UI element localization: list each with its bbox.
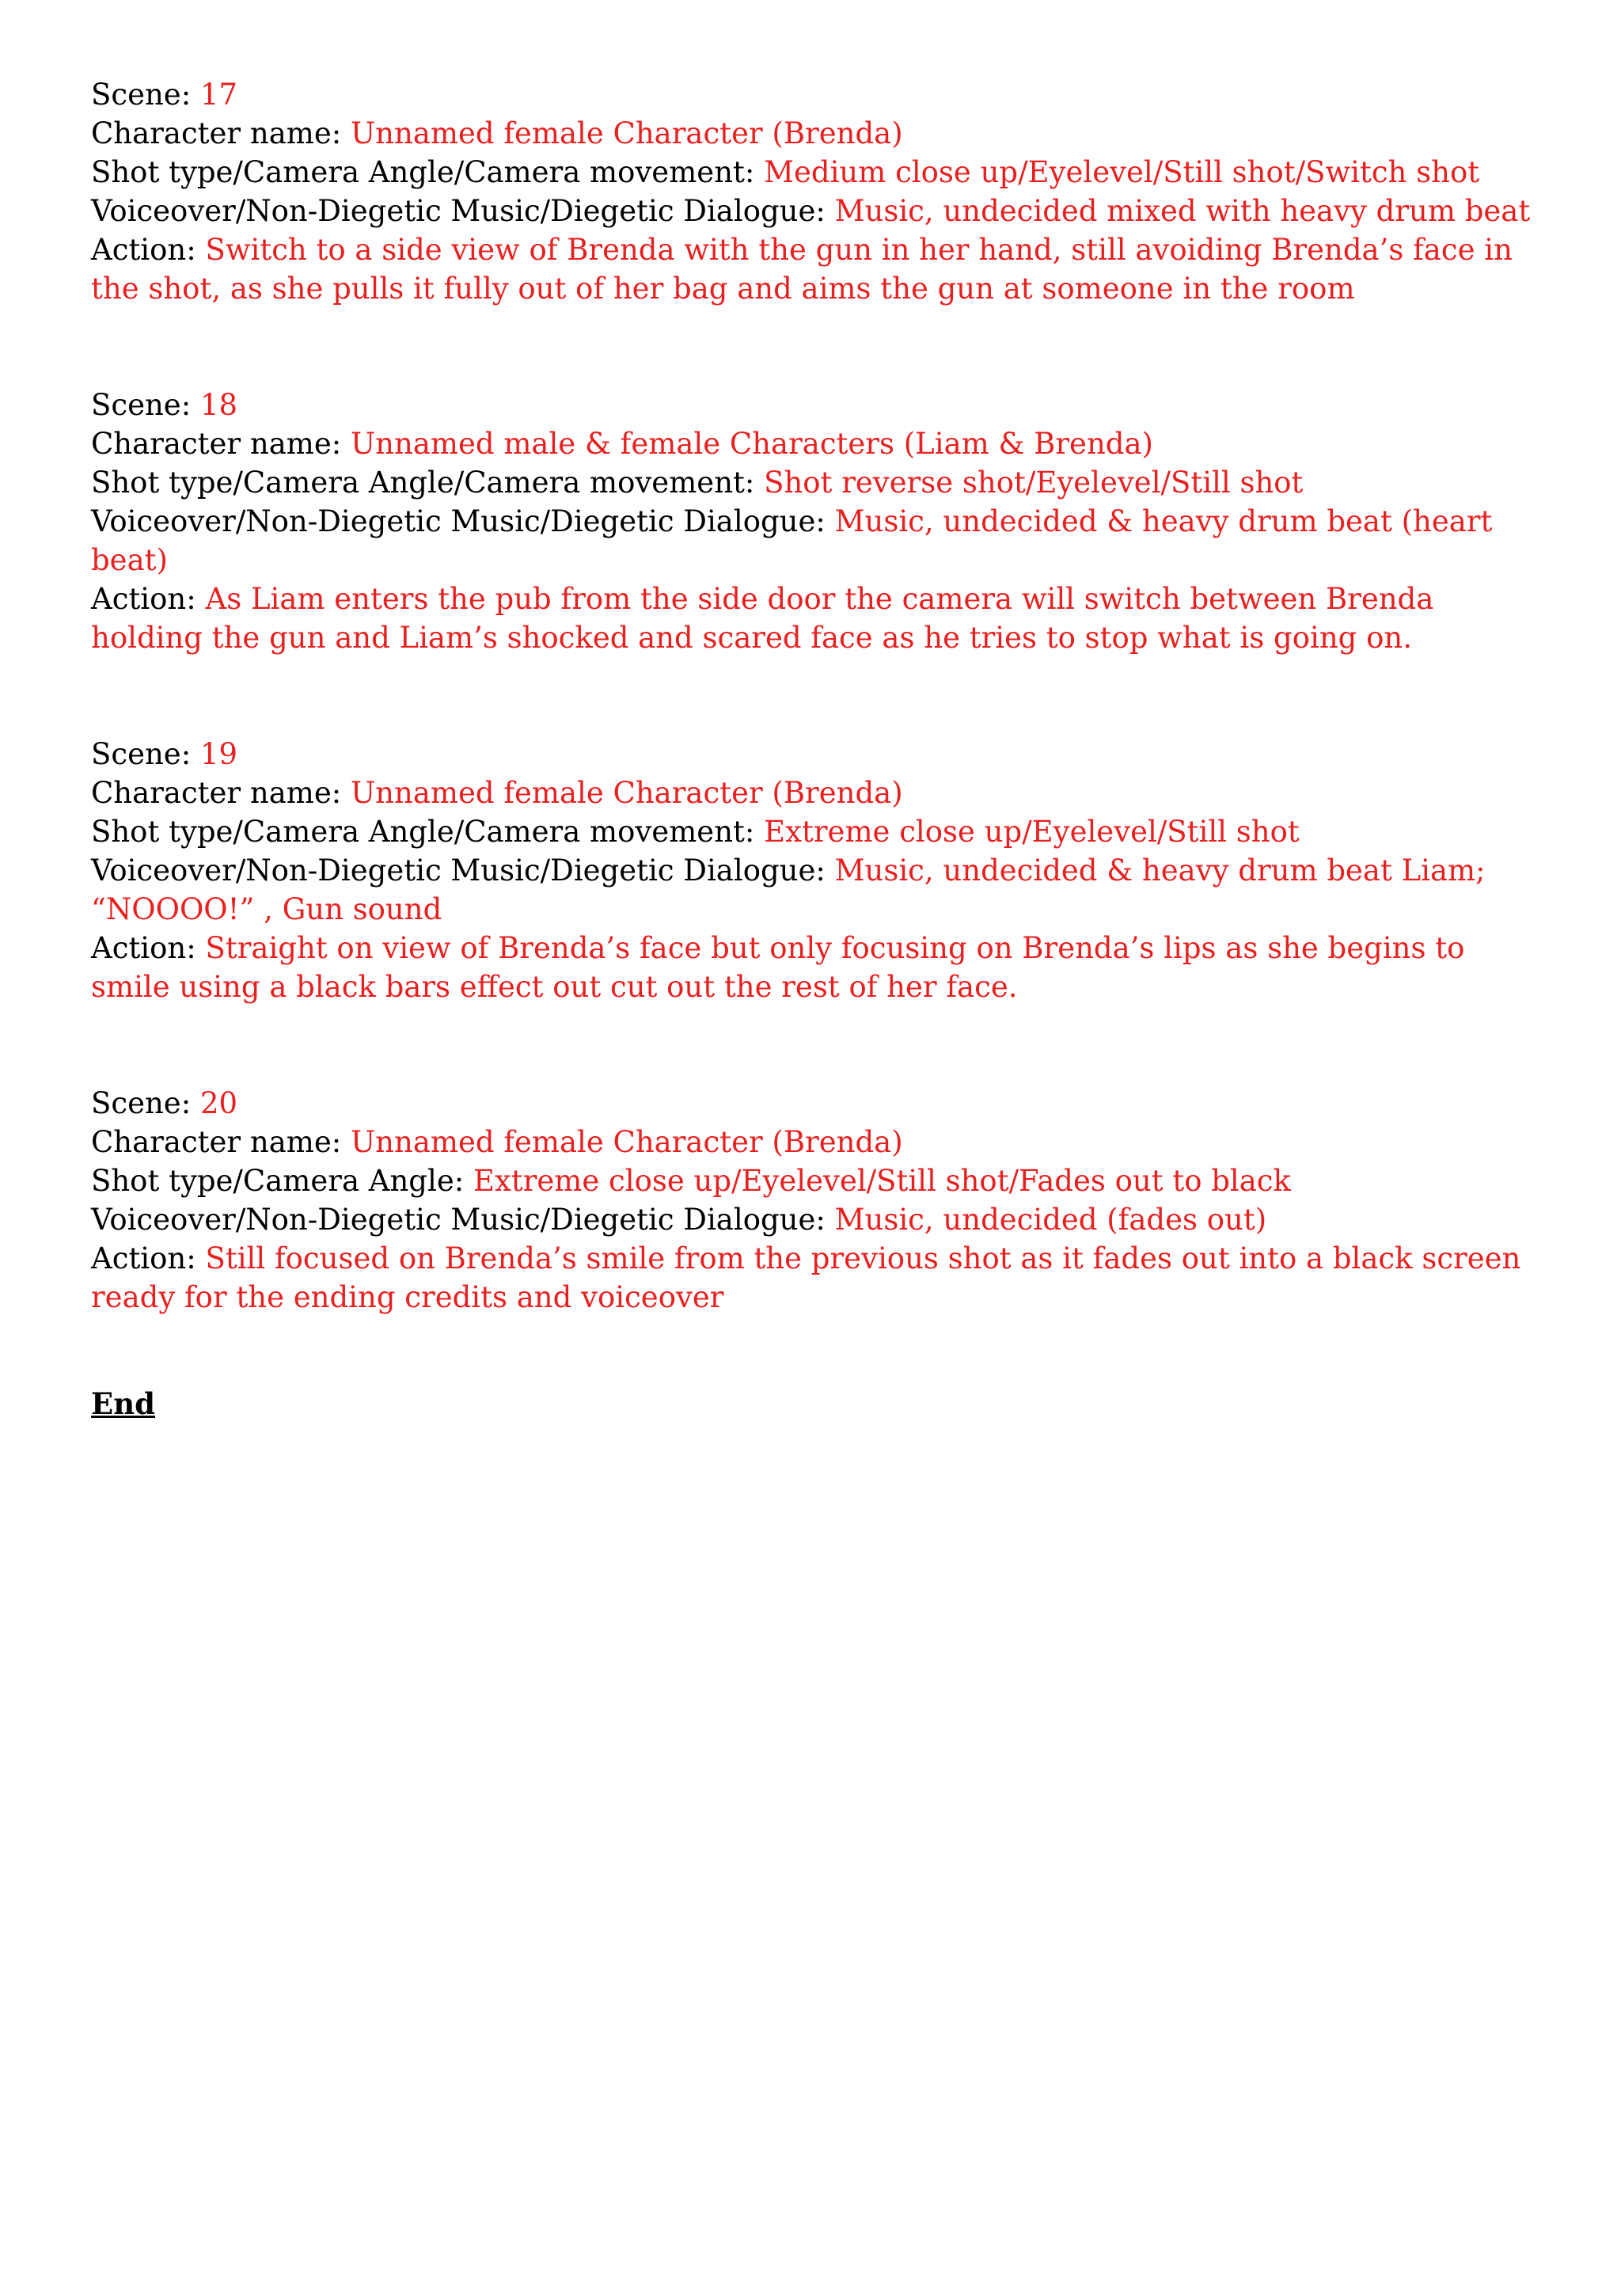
shot-value: Extreme close up/Eyelevel/Still shot	[764, 815, 1300, 849]
character-label: Character name:	[91, 427, 342, 461]
end-heading: End	[91, 1386, 155, 1421]
shot-line	[91, 812, 1539, 851]
scene-label: Scene:	[91, 737, 192, 771]
shot-line	[91, 153, 1539, 192]
action-label: Action:	[91, 1241, 196, 1275]
scene-spacer	[91, 1006, 1539, 1084]
character-line	[91, 1123, 1539, 1161]
character-label: Character name:	[91, 776, 342, 810]
scene-number-line	[91, 735, 1539, 774]
character-value: Unnamed female Character (Brenda)	[350, 116, 903, 150]
shot-label: Shot type/Camera Angle/Camera movement:	[91, 466, 755, 500]
action-label: Action:	[91, 931, 196, 965]
action-line	[91, 929, 1539, 1006]
voiceover-label: Voiceover/Non-Diegetic Music/Diegetic Dialogue:	[91, 853, 826, 888]
scene-18	[91, 386, 1539, 657]
voiceover-line	[91, 851, 1539, 929]
voiceover-label: Voiceover/Non-Diegetic Music/Diegetic Dialogue:	[91, 1203, 826, 1237]
scene-number-line	[91, 1084, 1539, 1123]
scene-label: Scene:	[91, 1086, 192, 1120]
voiceover-value: Music, undecided & heavy drum beat Liam; “NOOOO!” , Gun sound	[91, 853, 1486, 926]
shot-label: Shot type/Camera Angle:	[91, 1164, 465, 1198]
voiceover-line	[91, 192, 1539, 230]
scene-number: 19	[199, 737, 238, 771]
scene-spacer	[91, 657, 1539, 735]
voiceover-value: Music, undecided (fades out)	[834, 1203, 1267, 1237]
shot-value: Medium close up/Eyelevel/Still shot/Switch shot	[764, 155, 1480, 189]
voiceover-label: Voiceover/Non-Diegetic Music/Diegetic Dialogue:	[91, 194, 826, 228]
character-line	[91, 424, 1539, 463]
action-value: Still focused on Brenda’s smile from the previous shot as it fades out into a black screen ready for the ending credits and voiceover	[91, 1241, 1521, 1314]
action-value: Straight on view of Brenda’s face but only focusing on Brenda’s lips as she begins to smile using a black bars effect out cut out the rest of her face.	[91, 931, 1465, 1004]
scene-20	[91, 1084, 1539, 1317]
character-value: Unnamed female Character (Brenda)	[350, 1125, 903, 1159]
scene-number: 18	[199, 388, 238, 422]
character-line	[91, 114, 1539, 153]
voiceover-label: Voiceover/Non-Diegetic Music/Diegetic Dialogue:	[91, 504, 826, 538]
action-label: Action:	[91, 582, 196, 616]
scene-number: 20	[199, 1086, 238, 1120]
shot-value: Shot reverse shot/Eyelevel/Still shot	[764, 466, 1304, 500]
action-value: As Liam enters the pub from the side door the camera will switch between Brenda holding the gun and Liam’s shocked and scared face as he tries to stop what is going on.	[91, 582, 1434, 655]
scene-label: Scene:	[91, 388, 192, 422]
voiceover-value: Music, undecided mixed with heavy drum beat	[834, 194, 1531, 228]
character-value: Unnamed female Character (Brenda)	[350, 776, 903, 810]
character-label: Character name:	[91, 116, 342, 150]
action-label: Action:	[91, 233, 196, 267]
shot-label: Shot type/Camera Angle/Camera movement:	[91, 155, 755, 189]
scene-spacer	[91, 308, 1539, 386]
scene-17	[91, 75, 1539, 308]
scene-label: Scene:	[91, 78, 192, 112]
character-value: Unnamed male & female Characters (Liam & Brenda)	[350, 427, 1153, 461]
action-line	[91, 230, 1539, 308]
voiceover-line	[91, 502, 1539, 580]
shot-value: Extreme close up/Eyelevel/Still shot/Fades out to black	[473, 1164, 1291, 1198]
character-line	[91, 774, 1539, 812]
scene-number-line	[91, 75, 1539, 114]
scene-number-line	[91, 386, 1539, 424]
voiceover-line	[91, 1200, 1539, 1239]
script-page	[91, 75, 1539, 1453]
scene-number: 17	[199, 78, 238, 112]
shot-label: Shot type/Camera Angle/Camera movement:	[91, 815, 755, 849]
shot-line	[91, 463, 1539, 502]
end-spacer	[91, 1317, 1539, 1355]
action-line	[91, 580, 1539, 657]
voiceover-value: Music, undecided & heavy drum beat (heart beat)	[91, 504, 1493, 577]
action-value: Switch to a side view of Brenda with the gun in her hand, still avoiding Brenda’s face in the shot, as she pulls it fully out of her bag and aims the gun at someone in the room	[91, 233, 1513, 306]
character-label: Character name:	[91, 1125, 342, 1159]
scene-19	[91, 735, 1539, 1006]
shot-line	[91, 1161, 1539, 1200]
action-line	[91, 1239, 1539, 1317]
